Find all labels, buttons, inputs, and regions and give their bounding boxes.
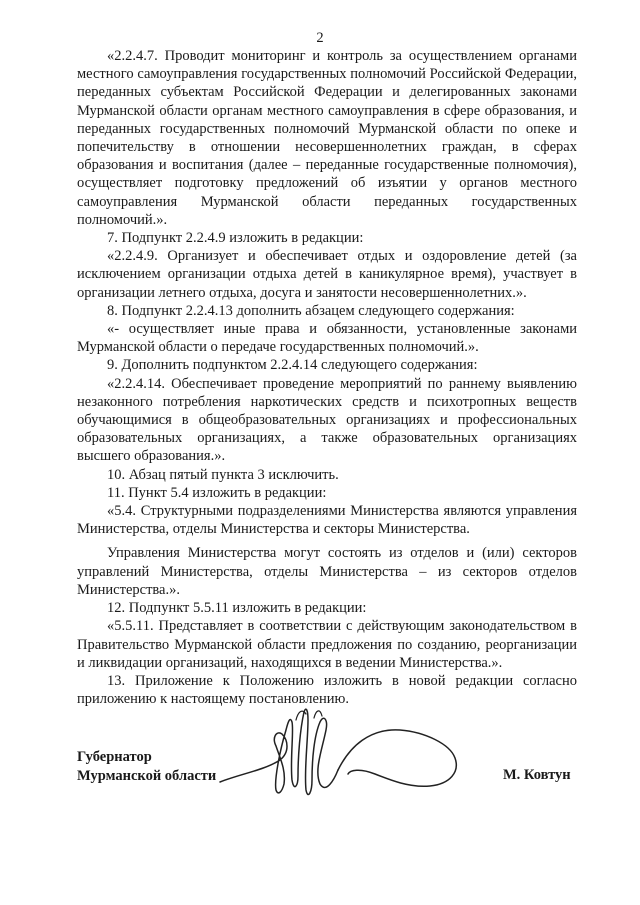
document-body — [77, 47, 577, 708]
signatory-name: М. Ковтун — [503, 767, 571, 783]
paragraph-item-10: 10. Абзац пятый пункта 3 исключить. — [107, 466, 339, 483]
paragraph-5-5-11: «5.5.11. Представляет в соответствии с действующим законодательством в Правительство Мурманской области предложения по созданию, реорганизации и ликвидации организаций, находящихся в ведении Министерства.». — [77, 618, 577, 671]
signatory-position — [77, 748, 216, 786]
page-number: 2 — [316, 30, 324, 46]
paragraph-item-8: 8. Подпункт 2.2.4.13 дополнить абзацем следующего содержания: — [107, 302, 515, 319]
paragraph-2-2-4-14: «2.2.4.14. Обеспечивает проведение мероприятий по раннему выявлению незаконного потребления наркотических средств и психотропных веществ обучающимися в общеобразовательных организациях и профессиональных образовательных организациях, а также образовательных организациях высшего образования.». — [77, 375, 577, 465]
paragraph-2-2-4-9: «2.2.4.9. Организует и обеспечивает отдых и оздоровление детей (за исключением организации отдыха детей в каникулярное время), участвует в организации летнего отдыха, досуга и занятости несовершеннолетних.». — [77, 248, 577, 301]
paragraph-item-11: 11. Пункт 5.4 изложить в редакции: — [107, 484, 327, 501]
paragraph-item-9: 9. Дополнить подпунктом 2.2.4.14 следующего содержания: — [107, 357, 478, 374]
paragraph-item-7: 7. Подпункт 2.2.4.9 изложить в редакции: — [107, 230, 364, 247]
paragraph-5-4: «5.4. Структурными подразделениями Министерства являются управления Министерства, отделы Министерства и секторы Министерства. — [77, 503, 577, 538]
signatory-position-line2: Мурманской области — [77, 768, 217, 784]
handwritten-signature — [210, 700, 510, 805]
signatory-position-line1: Губернатор — [77, 749, 152, 765]
paragraph-item-13: 13. Приложение к Положению изложить в новой редакции согласно приложению к настоящему постановлению. — [77, 672, 577, 708]
paragraph-2-2-4-13-addition: «- осуществляет иные права и обязанности, установленные законами Мурманской области о передаче государственных полномочий.». — [77, 321, 577, 356]
paragraph-item-12: 12. Подпункт 5.5.11 изложить в редакции: — [107, 600, 367, 617]
paragraph-5-4-continued: Управления Министерства могут состоять из отделов и (или) секторов управлений Министерства, отделы Министерства – из секторов отделов Министерства.». — [77, 545, 577, 598]
paragraph-2-2-4-7: «2.2.4.7. Проводит мониторинг и контроль за осуществлением органами местного самоуправления государственных полномочий Российской Федерации, переданных субъектам Российской Федерации и делегированных законами Мурманской области органам местного самоуправления в сфере образования, и переданных государственных полномочий Мурманской области по опеке и попечительству в отношении несовершеннолетних граждан, в сферах образования и воспитания (далее – переданные государственные полномочия), осуществляет подготовку предложений об изъятии у органов местного самоуправления Мурманской области переданных государственных полномочий.». — [77, 48, 577, 228]
